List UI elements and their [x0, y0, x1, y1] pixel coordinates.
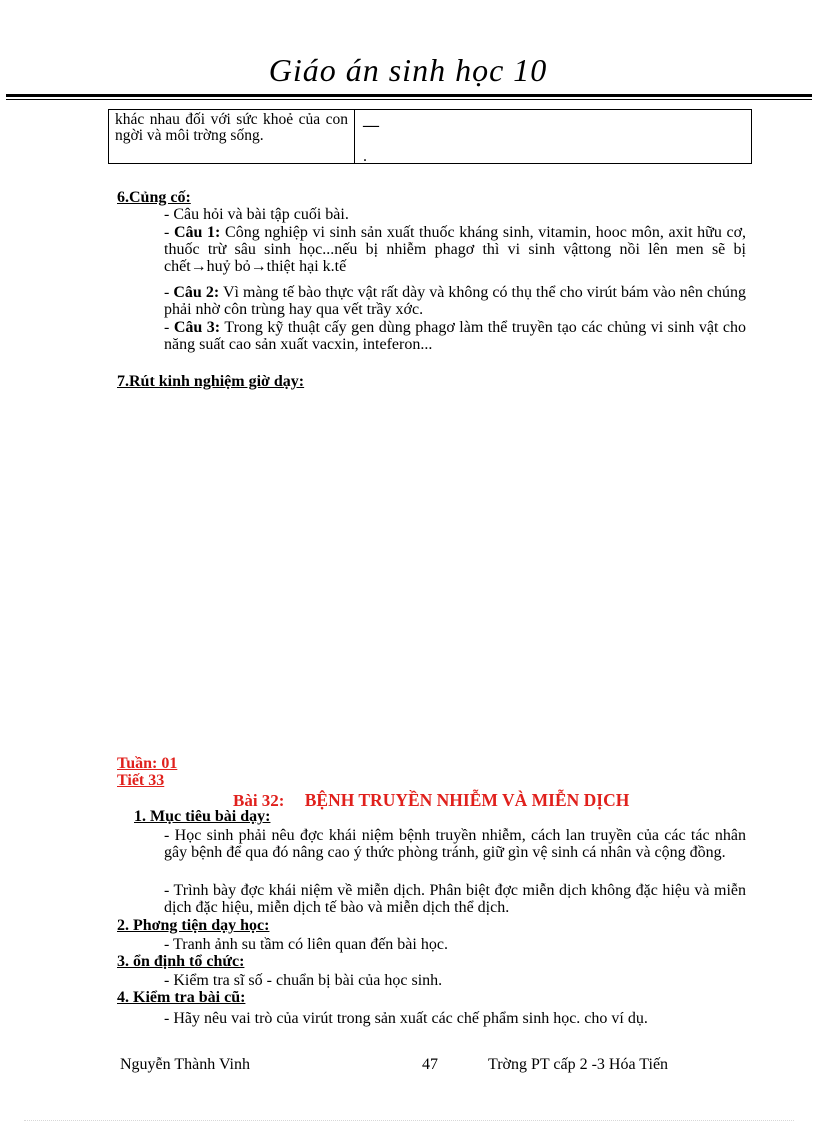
- question-2-label: Câu 2:: [173, 284, 220, 301]
- header-rule-thick: [6, 94, 812, 97]
- question-1-end: thiệt hại k.tế: [266, 258, 347, 275]
- arrow-icon: →: [250, 258, 267, 275]
- footer-school: Trờng PT cấp 2 -3 Hóa Tiến: [488, 1056, 669, 1073]
- section-7-heading: 7.Rút kinh nghiệm giờ dạy:: [117, 373, 305, 390]
- header-rule-thin: [6, 99, 812, 100]
- organization-text: - Kiểm tra sĩ số - chuẩn bị bài của học sinh.: [164, 972, 443, 989]
- week-label: Tuần: 01: [117, 755, 178, 772]
- section-6-intro: - Câu hỏi và bài tập cuối bài.: [164, 206, 349, 223]
- content-table: [108, 109, 752, 164]
- question-3-text: Trong kỹ thuật cấy gen dùng phagơ làm thể truyền tạo các chủng vi sinh vật cho năng suất cao sản xuất vacxin, inteferon...: [164, 319, 747, 353]
- arrow-icon: →: [190, 258, 207, 275]
- page-header-title: Giáo án sinh học 10: [268, 52, 548, 88]
- table-cell-right-dot: .: [363, 148, 367, 165]
- check-text: - Hãy nêu vai trò của virút trong sản xuất các chế phẩm sinh học. cho ví dụ.: [164, 1010, 648, 1027]
- question-2: - Câu 2: Vì màng tế bào thực vật rất dày và không có thụ thể cho virút bám vào nên chúng phải nhờ côn trùng hay qua vết trầy xớc.: [164, 284, 747, 318]
- means-heading: 2. Phơng tiện dạy học:: [117, 917, 270, 934]
- objective-1: - Học sinh phải nêu đợc khái niệm bệnh truyền nhiễm, cách lan truyền của các tác nhân gây bệnh để qua đó nâng cao ý thức phòng tránh, giữ gìn vệ sinh cá nhân và cộng đồng.: [164, 827, 746, 861]
- section-6-heading: 6.Củng cố:: [117, 189, 191, 206]
- question-1: - Câu 1: Công nghiệp vi sinh sản xuất thuốc kháng sinh, vitamin, hooc môn, axit hữu cơ, thuốc trừ sâu sinh học...nếu bị nhiễm phagơ thì vi sinh vậttong nồi lên men sẽ bị chết→huỷ bỏ→thiệt hại k.tế: [164, 224, 747, 275]
- footer-page-number: 47: [422, 1056, 438, 1073]
- table-cell-right-mark: __: [363, 112, 379, 129]
- check-heading: 4. Kiểm tra bài cũ:: [117, 989, 246, 1006]
- question-1-mid: huỷ bỏ: [206, 258, 251, 275]
- question-1-text: Công nghiệp vi sinh sản xuất thuốc kháng sinh, vitamin, hooc môn, axit hữu cơ, thuốc trừ sâu sinh học...nếu bị nhiễm phagơ thì vi sinh vậttong nồi lên men sẽ bị chết: [164, 224, 747, 275]
- organization-heading: 3. ổn định tổ chức:: [117, 953, 245, 970]
- period-label: Tiết 33: [117, 772, 165, 789]
- question-1-label: Câu 1:: [173, 224, 221, 241]
- lesson-title-row: [233, 790, 629, 811]
- footer-author: Nguyễn Thành Vinh: [120, 1056, 250, 1073]
- objective-2: - Trình bày đợc khái niệm về miễn dịch. Phân biệt đợc miễn dịch không đặc hiệu và miễn dịch đặc hiệu, miễn dịch tế bào và miễn dịch thể dịch.: [164, 882, 746, 916]
- table-cell-left: khác nhau đối với sức khoẻ của con ngời và môi trờng sống.: [109, 110, 355, 163]
- question-3: - Câu 3: Trong kỹ thuật cấy gen dùng phagơ làm thể truyền tạo các chủng vi sinh vật cho năng suất cao sản xuất vacxin, inteferon...: [164, 319, 747, 353]
- bottom-dotted-border: [24, 1120, 794, 1121]
- means-text: - Tranh ảnh su tầm có liên quan đến bài học.: [164, 936, 448, 953]
- question-3-label: Câu 3:: [173, 319, 221, 336]
- question-2-text: Vì màng tế bào thực vật rất dày và không có thụ thể cho virút bám vào nên chúng phải nhờ côn trùng hay qua vết trầy xớc.: [164, 284, 747, 318]
- objectives-heading: 1. Mục tiêu bài dạy:: [134, 808, 271, 825]
- lesson-label: Bài 32:: [233, 791, 285, 810]
- lesson-title: BỆNH TRUYỀN NHIỄM VÀ MIỄN DỊCH: [304, 790, 630, 810]
